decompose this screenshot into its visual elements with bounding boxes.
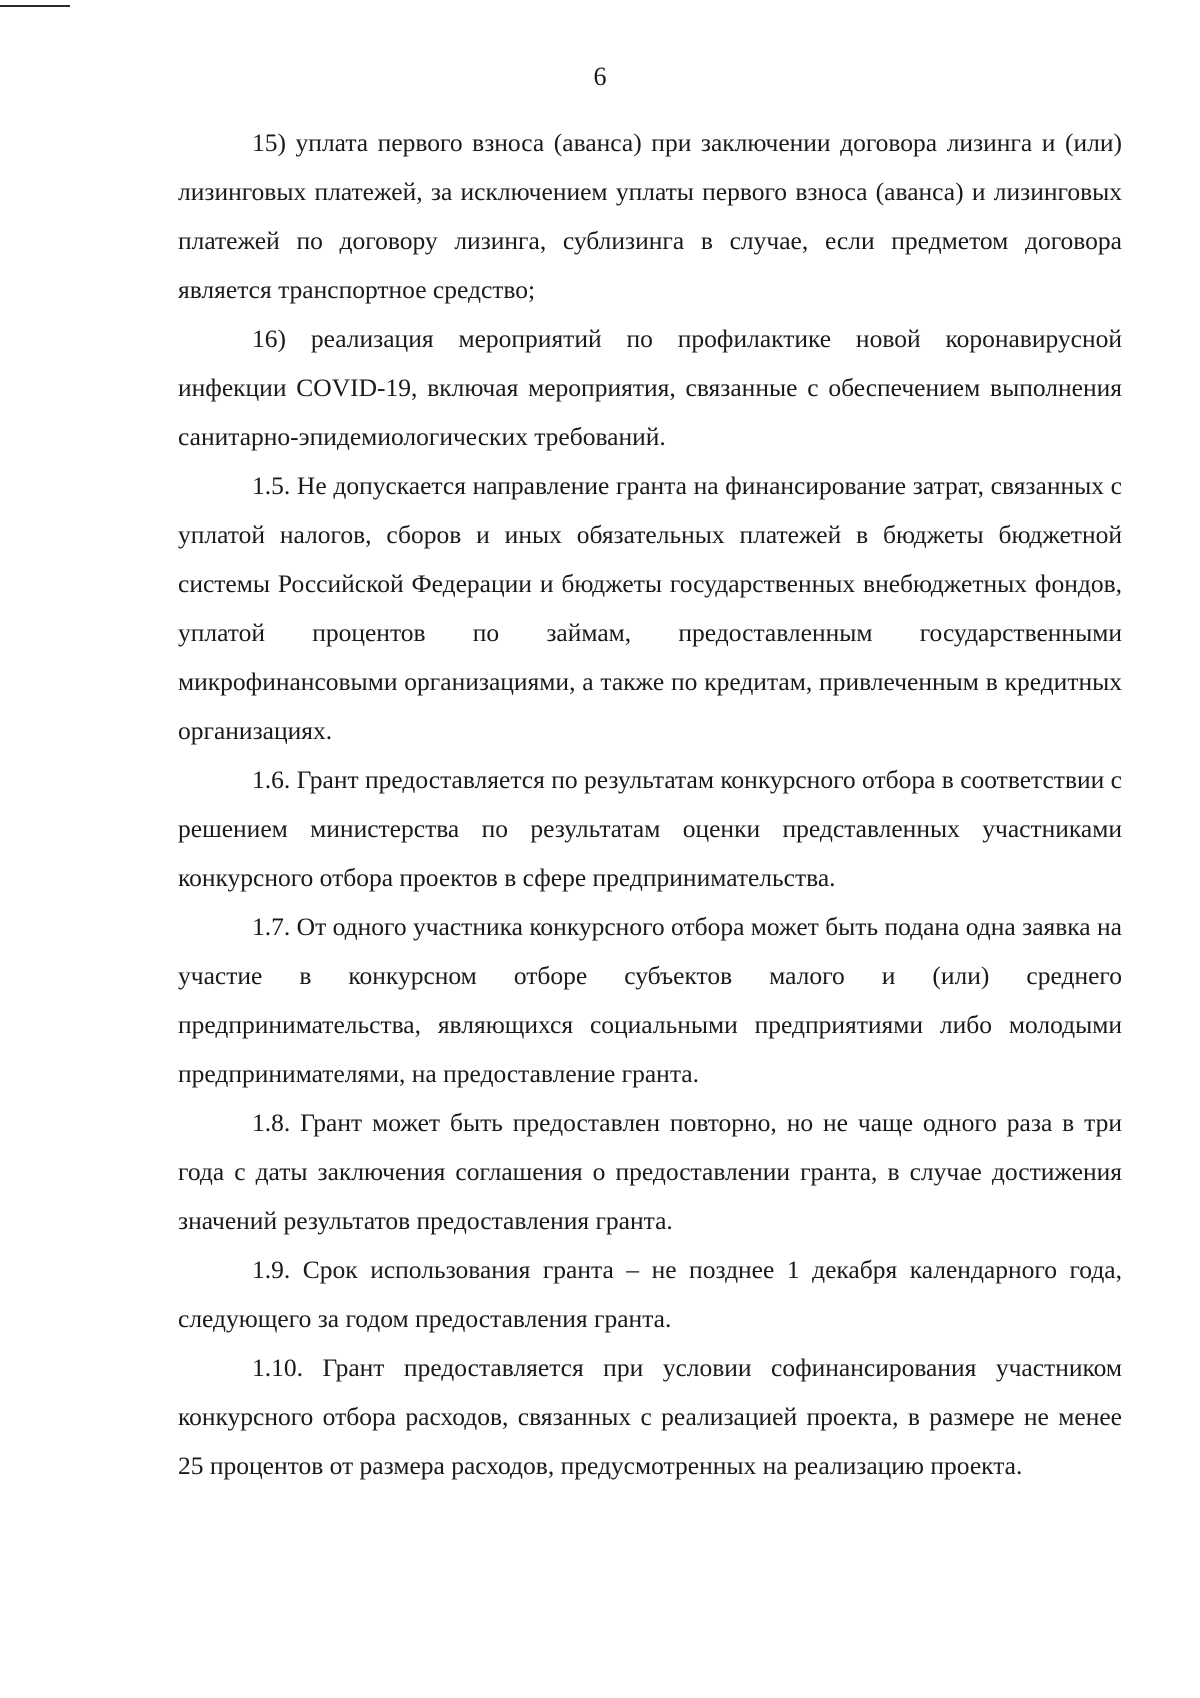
scan-edge-mark — [0, 5, 70, 7]
paragraph-1-6: 1.6. Грант предоставляется по результатам конкурсного отбора в соответствии с решением министерства по результатам оценки представленных участниками конкурсного отбора проектов в сфере предпринимательства. — [178, 765, 1122, 892]
paragraph-1-8: 1.8. Грант может быть предоставлен повторно, но не чаще одного раза в три года с даты заключения соглашения о предоставлении гранта, в случае достижения значений результатов предоставления гранта. — [178, 1108, 1122, 1235]
paragraph-1-9: 1.9. Срок использования гранта – не позднее 1 декабря календарного года, следующего за годом предоставления гранта. — [178, 1255, 1122, 1333]
paragraph-1-7: 1.7. От одного участника конкурсного отбора может быть подана одна заявка на участие в конкурсном отборе субъектов малого и (или) среднего предпринимательства, являющихся социальными предприятиями либо молодыми предпринимателями, на предоставление гранта. — [178, 912, 1122, 1088]
paragraph-item-16: 16) реализация мероприятий по профилактике новой коронавирусной инфекции COVID-19, включая мероприятия, связанные с обеспечением выполнения санитарно-эпидемиологических требований. — [178, 324, 1122, 451]
page-number: 6 — [593, 62, 607, 91]
paragraph-1-10: 1.10. Грант предоставляется при условии софинансирования участником конкурсного отбора расходов, связанных с реализацией проекта, в размере не менее 25 процентов от размера расходов, предусмотренных на реализацию проекта. — [178, 1353, 1122, 1480]
document-body — [178, 118, 1122, 1490]
paragraph-1-5: 1.5. Не допускается направление гранта на финансирование затрат, связанных с уплатой налогов, сборов и иных обязательных платежей в бюджеты бюджетной системы Российской Федерации и бюджеты государственных внебюджетных фондов, уплатой процентов по займам, предоставленным государственными микрофинансовыми организациями, а также по кредитам, привлеченным в кредитных организациях. — [178, 471, 1122, 745]
paragraph-item-15: 15) уплата первого взноса (аванса) при заключении договора лизинга и (или) лизинговых платежей, за исключением уплаты первого взноса (аванса) и лизинговых платежей по договору лизинга, сублизинга в случае, если предметом договора является транспортное средство; — [178, 128, 1122, 304]
